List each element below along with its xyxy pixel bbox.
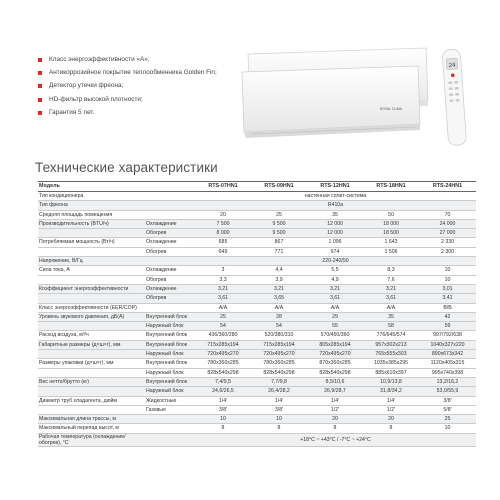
row-value: 997/792/638 <box>419 331 476 340</box>
row-value: 3,21 <box>363 284 419 293</box>
table-row <box>38 294 476 303</box>
row-value: 20 <box>307 415 363 424</box>
row-value: 1/4' <box>307 396 363 405</box>
feature-text: Гарантия 5 лет. <box>49 108 95 116</box>
row-label: Диаметр труб хладагента, дюйм <box>38 396 145 405</box>
row-value: 715x285x194 <box>195 340 251 349</box>
row-sublabel: Обогрев <box>145 294 195 303</box>
table-row <box>38 331 476 340</box>
row-value: 974 <box>307 247 363 256</box>
row-label <box>38 405 145 414</box>
row-sublabel: Охлаждение <box>145 284 195 293</box>
row-sublabel: Жидкостные <box>145 396 195 405</box>
feature-item <box>38 96 238 104</box>
row-value: 70 <box>419 210 476 219</box>
section-title: Технические характеристики <box>35 160 218 175</box>
row-value: 18 500 <box>363 229 419 238</box>
row-value: 10 <box>419 266 476 275</box>
row-value: 780x360x285 <box>251 359 307 368</box>
row-sublabel <box>145 210 195 219</box>
row-value: 520/380/310 <box>251 331 307 340</box>
row-value: 42 <box>419 312 476 321</box>
row-label: Максимальная длина трассы, м <box>38 415 145 424</box>
table-row <box>38 284 476 293</box>
table-row <box>38 387 476 396</box>
row-label: Максимальный перепад высот, м <box>38 424 145 433</box>
row-value: 20 <box>363 415 419 424</box>
row-value: 3,9 <box>251 275 307 284</box>
product-image <box>228 46 476 150</box>
row-value: 35 <box>363 312 419 321</box>
row-value: 58 <box>363 322 419 331</box>
row-label <box>38 275 145 284</box>
row-value: A/A <box>251 303 307 312</box>
table-row <box>38 424 476 433</box>
row-value: 9 500 <box>251 219 307 228</box>
bullet-icon <box>38 98 42 102</box>
row-value: 26,9/28,7 <box>307 387 363 396</box>
row-value: 8,5/10,6 <box>307 377 363 386</box>
row-sublabel <box>145 424 195 433</box>
row-value: 5,5 <box>307 266 363 275</box>
table-row <box>38 238 476 247</box>
feature-text: Антикоррозийное покрытие теплообменника Golden Fin; <box>49 69 217 77</box>
row-value: B/B <box>419 303 476 312</box>
row-value: 8 <box>195 424 251 433</box>
row-value: 3,21 <box>195 284 251 293</box>
row-sublabel <box>145 415 195 424</box>
row-value: 828x540x298 <box>307 368 363 377</box>
row-value: 995x740x398 <box>419 368 476 377</box>
row-sublabel <box>145 303 195 312</box>
feature-item <box>38 56 238 64</box>
row-value: 1/2' <box>363 405 419 414</box>
row-sublabel: Обогрев <box>145 275 195 284</box>
table-row <box>38 210 476 219</box>
row-sublabel <box>145 257 195 266</box>
row-value: 1 643 <box>363 238 419 247</box>
row-label <box>38 229 145 238</box>
row-value: 867 <box>251 238 307 247</box>
row-sublabel: Наружный блок <box>145 368 195 377</box>
row-value: 54 <box>251 322 307 331</box>
row-value: 8 <box>307 424 363 433</box>
row-value: 1/4' <box>363 396 419 405</box>
remote-control <box>442 49 467 146</box>
row-value: 4,4 <box>251 266 307 275</box>
row-sublabel: Внутренний блок <box>145 359 195 368</box>
row-value: 890x673x342 <box>419 350 476 359</box>
row-value: 20 <box>195 210 251 219</box>
row-value: 3,3 <box>195 275 251 284</box>
row-value: 53,0/55,9 <box>419 387 476 396</box>
row-label: Напряжение, В/Гц <box>38 257 145 266</box>
row-value: A/A <box>195 303 251 312</box>
table-row <box>38 322 476 331</box>
feature-text: HD-фильтр высокой плотности; <box>49 95 143 103</box>
feature-item <box>38 69 238 77</box>
row-label: Уровень звукового давления, дБ(А) <box>38 312 145 321</box>
row-value: 29 <box>307 312 363 321</box>
table-header-cell: RTS-24HN1 <box>419 182 476 192</box>
row-label: Тип фреона <box>38 201 145 210</box>
row-value: 10 <box>419 275 476 284</box>
row-value: 2 330 <box>419 238 476 247</box>
row-sublabel: Обогрев <box>145 229 195 238</box>
row-value: 828x540x298 <box>251 368 307 377</box>
row-label: Потребляемая мощность (Вт/ч) <box>38 238 145 247</box>
row-value: 1 096 <box>307 238 363 247</box>
unit-brand-label: ROYAL CLIMA <box>380 107 402 111</box>
row-label <box>38 294 145 303</box>
row-value: 26,4/28,2 <box>251 387 307 396</box>
table-row <box>38 350 476 359</box>
row-value: 3/8' <box>419 396 476 405</box>
row-value: 720x495x270 <box>195 350 251 359</box>
row-value: 3,41 <box>419 294 476 303</box>
row-value: 9 500 <box>251 229 307 238</box>
row-value: 8 000 <box>195 229 251 238</box>
row-value: A/A <box>307 303 363 312</box>
row-value: 780x360x285 <box>195 359 251 368</box>
row-value: 1/4' <box>251 396 307 405</box>
row-sublabel: Внутренний блок <box>145 331 195 340</box>
row-value: 828x540x298 <box>195 368 251 377</box>
row-label: Сила тока, А <box>38 266 145 275</box>
row-label: Производительность (BTU/ч) <box>38 219 145 228</box>
row-value: 720x495x270 <box>251 350 307 359</box>
row-value: 2 300 <box>419 247 476 256</box>
row-value: 1/4' <box>195 396 251 405</box>
row-value: 649 <box>195 247 251 256</box>
row-value: 8 <box>363 424 419 433</box>
row-sublabel: Охлаждение <box>145 238 195 247</box>
row-label: Рабочая температура (охлаждение/обогрев), °C <box>38 433 145 447</box>
row-value: 720x495x270 <box>307 350 363 359</box>
row-value: 771 <box>251 247 307 256</box>
table-row <box>38 219 476 228</box>
row-value: 5/8' <box>419 405 476 414</box>
table-header-cell: RTS-18HN1 <box>363 182 419 192</box>
row-value: 7 500 <box>195 219 251 228</box>
row-value: 55 <box>307 322 363 331</box>
row-value: 1 506 <box>363 247 419 256</box>
row-value: 54 <box>195 322 251 331</box>
row-sublabel <box>145 192 195 201</box>
row-value: 3,21 <box>307 284 363 293</box>
row-value: 715x285x194 <box>251 340 307 349</box>
table-row <box>38 405 476 414</box>
row-value: 3,61 <box>195 294 251 303</box>
bullet-icon <box>38 84 42 88</box>
row-value: 25 <box>251 210 307 219</box>
row-value: 4,9 <box>307 275 363 284</box>
feature-text: Детектор утечки фреона; <box>49 82 124 90</box>
table-row <box>38 257 476 266</box>
table-row <box>38 433 476 447</box>
table-row <box>38 340 476 349</box>
row-value: 10 <box>195 415 251 424</box>
row-label <box>38 387 145 396</box>
row-value: 3,61 <box>307 294 363 303</box>
row-value: 3,01 <box>419 284 476 293</box>
row-value: 3,65 <box>251 294 307 303</box>
table-header-cell <box>145 182 195 192</box>
row-sublabel: Наружный блок <box>145 322 195 331</box>
row-value: 10,9/13,8 <box>363 377 419 386</box>
row-sublabel: Охлаждение <box>145 266 195 275</box>
feature-text: Класс энергоэффективности «А»; <box>49 56 150 63</box>
row-value: 1035x385x295 <box>363 359 419 368</box>
row-value: 765x555x303 <box>363 350 419 359</box>
row-merged-value: 220-240/50 <box>195 257 476 266</box>
row-label <box>38 350 145 359</box>
row-sublabel: Охлаждение <box>145 219 195 228</box>
row-value: 436/360/280 <box>195 331 251 340</box>
row-value: 3,61 <box>363 294 419 303</box>
row-value: 28 <box>251 312 307 321</box>
table-row <box>38 396 476 405</box>
feature-item <box>38 109 238 117</box>
row-value: 685 <box>195 238 251 247</box>
row-value: 776/645/574 <box>363 331 419 340</box>
table-row <box>38 229 476 238</box>
table-row <box>38 359 476 368</box>
row-value: 31,8/34,2 <box>363 387 419 396</box>
row-label: Коэффициент энергоэффективности <box>38 284 145 293</box>
table-row <box>38 201 476 210</box>
row-value: A/A <box>363 303 419 312</box>
row-value: 12 000 <box>307 219 363 228</box>
air-conditioner-illustration <box>228 46 476 150</box>
feature-item <box>38 82 238 90</box>
row-label <box>38 368 145 377</box>
table-row <box>38 275 476 284</box>
row-value: 13,2/16,2 <box>419 377 476 386</box>
specs-table <box>38 181 476 447</box>
table-row <box>38 377 476 386</box>
row-sublabel: Внутренний блок <box>145 312 195 321</box>
row-label: Габаритные размеры (д×ш×г), мм <box>38 340 145 349</box>
bullet-icon <box>38 111 42 115</box>
row-sublabel: Наружный блок <box>145 387 195 396</box>
row-sublabel: Обогрев <box>145 247 195 256</box>
row-value: 3 <box>195 266 251 275</box>
row-label: Расход воздуха, м³/ч <box>38 331 145 340</box>
row-sublabel: Внутренний блок <box>145 340 195 349</box>
row-value: 35 <box>307 210 363 219</box>
row-value: 24,6/26,5 <box>195 387 251 396</box>
row-sublabel: Внутренний блок <box>145 377 195 386</box>
row-value: 10 <box>419 424 476 433</box>
bullet-icon <box>38 58 42 62</box>
row-value: 27 000 <box>419 229 476 238</box>
row-value: 18 000 <box>363 219 419 228</box>
row-label: Класс энергоэффективности (EER/COP) <box>38 303 145 312</box>
row-value: 3/8' <box>251 405 307 414</box>
row-value: 12 000 <box>307 229 363 238</box>
row-sublabel <box>145 201 195 210</box>
row-value: 8,3 <box>363 266 419 275</box>
table-header-cell: RTS-12HN1 <box>307 182 363 192</box>
row-sublabel: Наружный блок <box>145 350 195 359</box>
table-row <box>38 415 476 424</box>
table-row <box>38 247 476 256</box>
feature-list <box>38 56 238 122</box>
row-value: 7,4/9,5 <box>195 377 251 386</box>
row-value: 1040x327x220 <box>419 340 476 349</box>
table-row <box>38 312 476 321</box>
row-label <box>38 247 145 256</box>
table-row <box>38 303 476 312</box>
row-value: 25 <box>419 415 476 424</box>
row-merged-value: +18°C ~ +43°C / -7°C ~ +24°C <box>195 433 476 447</box>
row-value: 3/8' <box>195 405 251 414</box>
row-sublabel: Газовые <box>145 405 195 414</box>
table-row <box>38 266 476 275</box>
table-header-row <box>38 182 476 192</box>
row-value: 957x302x213 <box>363 340 419 349</box>
row-value: 885x610x397 <box>363 368 419 377</box>
row-value: 870x360x285 <box>307 359 363 368</box>
row-value: 50 <box>363 210 419 219</box>
table-row <box>38 192 476 201</box>
row-label: Тип кондиционера <box>38 192 145 201</box>
row-value: 7,6 <box>363 275 419 284</box>
row-value: 10 <box>251 415 307 424</box>
row-value: 1120x405x315 <box>419 359 476 368</box>
row-value: 59 <box>419 322 476 331</box>
table-row <box>38 368 476 377</box>
row-merged-value: настенная сплит-система <box>195 192 476 201</box>
row-value: 3,21 <box>251 284 307 293</box>
row-label: Средняя площадь помещения <box>38 210 145 219</box>
row-value: 24 000 <box>419 219 476 228</box>
row-value: 570/450/360 <box>307 331 363 340</box>
table-header-cell: Модель <box>38 182 145 192</box>
row-value: 25 <box>195 312 251 321</box>
row-label <box>38 322 145 331</box>
remote-display-text: 24 <box>448 62 456 70</box>
table-header-cell: RTS-07HN1 <box>195 182 251 192</box>
row-sublabel <box>145 433 195 447</box>
bullet-icon <box>38 71 42 75</box>
row-value: 7,7/9,8 <box>251 377 307 386</box>
row-value: 1/2' <box>307 405 363 414</box>
row-label: Размеры упаковки (д×ш×г), мм <box>38 359 145 368</box>
row-label: Вес нетто/брутто (кг) <box>38 377 145 386</box>
row-merged-value: R410a <box>195 201 476 210</box>
row-value: 805x285x194 <box>307 340 363 349</box>
row-value: 8 <box>251 424 307 433</box>
table-header-cell: RTS-09HN1 <box>251 182 307 192</box>
